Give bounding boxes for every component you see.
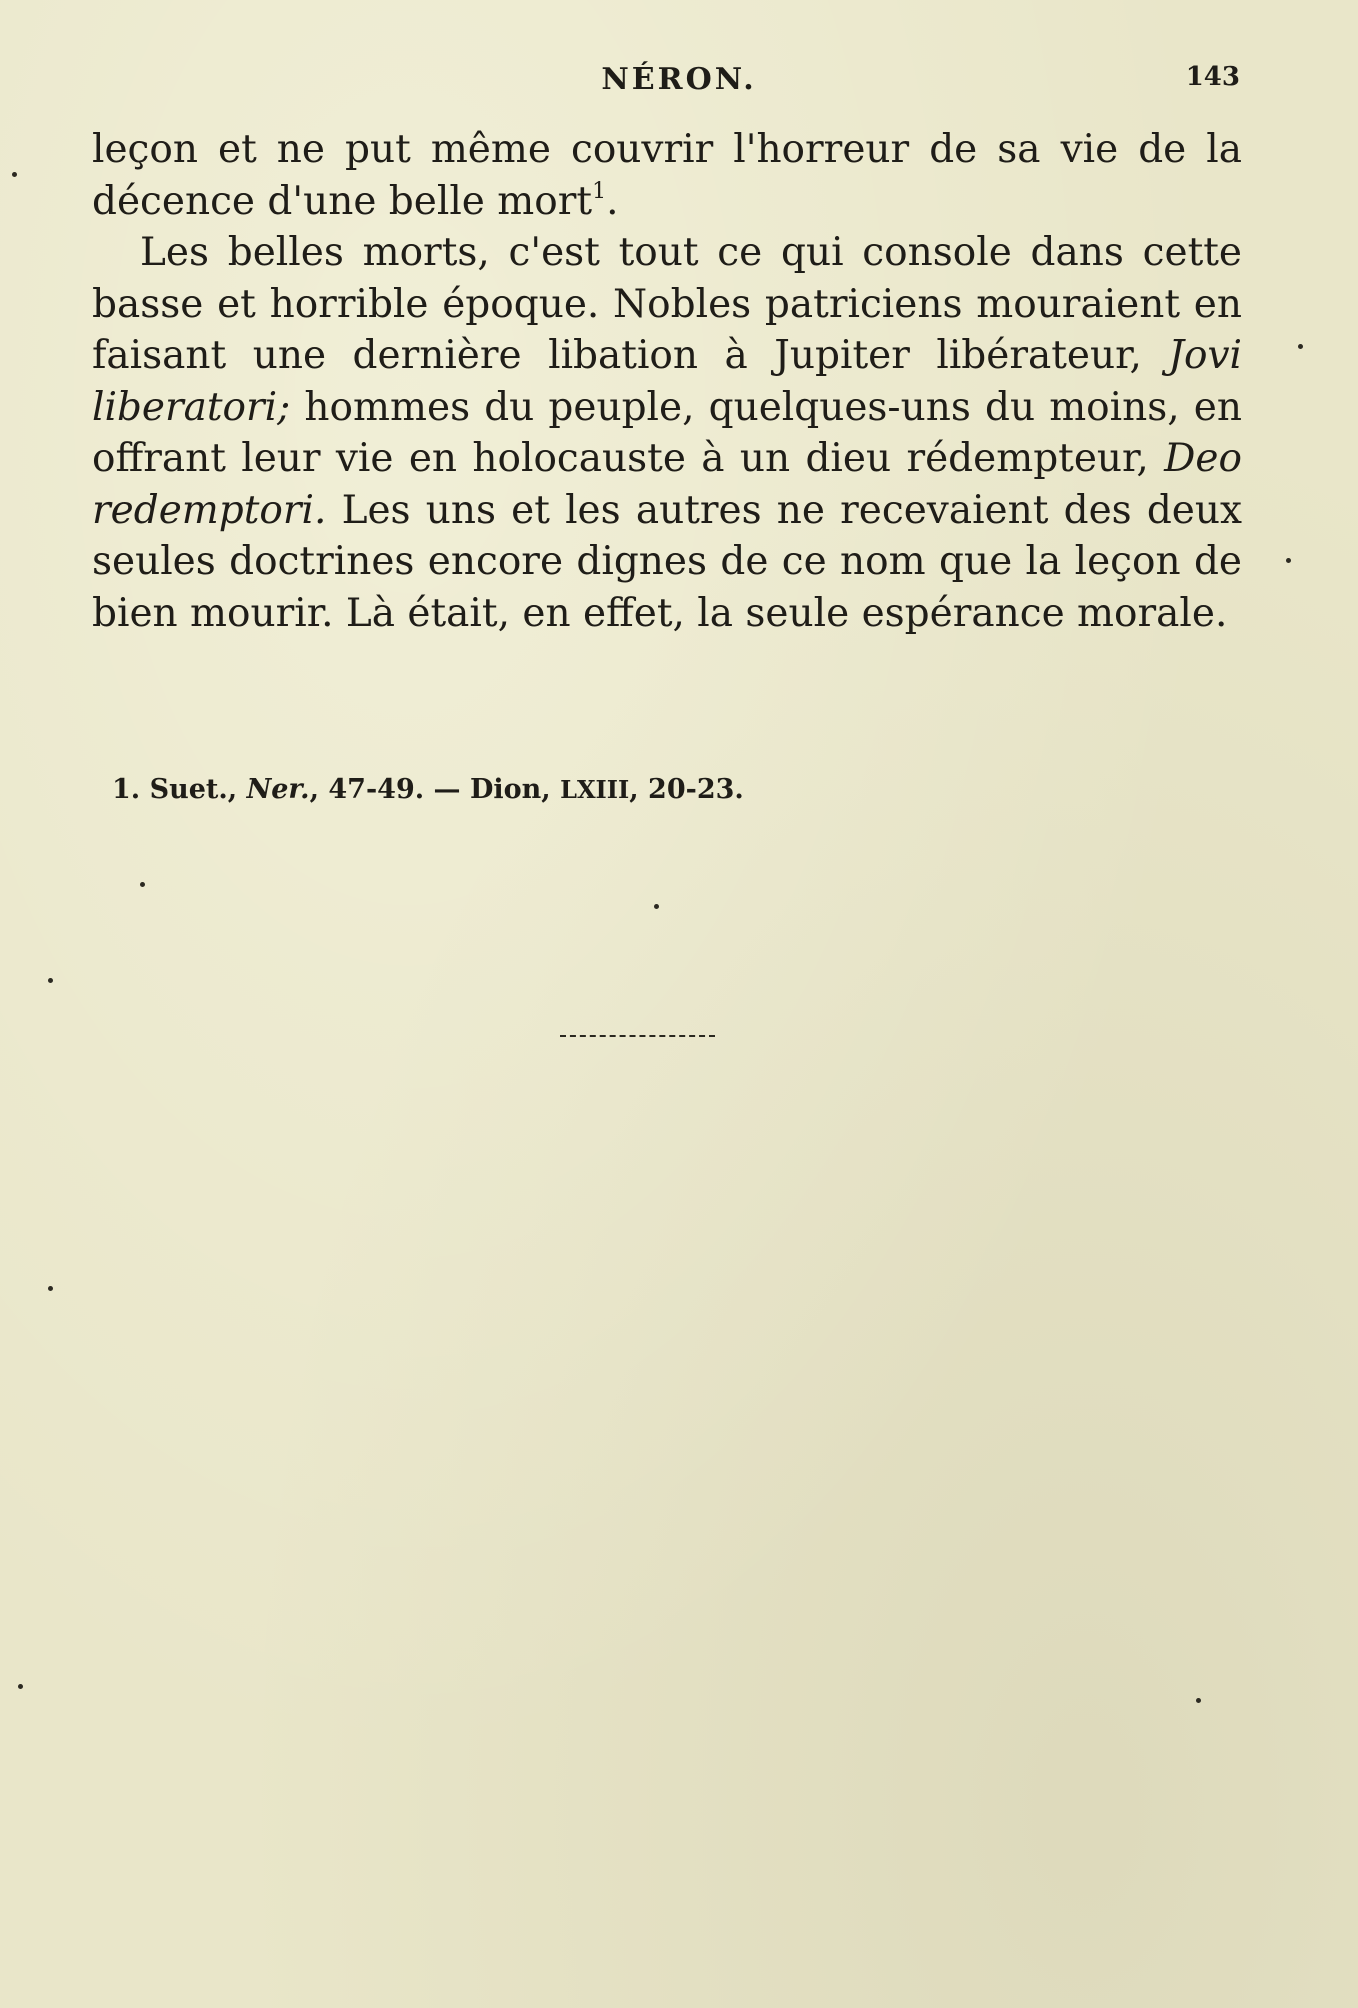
print-speck [18,1684,23,1689]
print-speck [12,172,17,177]
main-text [92,124,1242,639]
running-head [0,62,1358,102]
paragraph-1-text: leçon et ne put même couvrir l'horreur de sa vie de la décence d'une belle mort [92,127,1242,224]
footnote-text-a: Suet., [140,774,247,805]
paragraph-2 [92,227,1242,639]
print-speck [1298,344,1303,349]
running-title: NÉRON. [601,62,757,97]
print-speck [654,904,659,909]
footnote-text-c: , 20-23. [629,774,744,805]
end-rule [560,1035,715,1037]
footnote-book: LXIII [560,775,630,804]
print-speck [48,978,53,983]
paragraph-2-text-1: Les belles morts, c'est tout ce qui console dans cette basse et horrible époque. Nobles patriciens mouraient en faisant une dernière libation à Jupiter libérateur, [92,230,1242,378]
paragraph-1 [92,124,1242,227]
latin-phrase-deo: Deo redemptori. [92,436,1242,533]
latin-phrase-jovi: Jovi liberatori; [92,333,1242,430]
footnote-work: Ner. [246,774,310,805]
footnote-number: 1. [112,774,141,805]
footnote [112,774,1242,805]
page-number: 143 [1185,62,1240,92]
print-speck [140,882,145,887]
footnote-text-b: , 47-49. — Dion, [309,774,561,805]
print-speck [1196,1698,1201,1703]
print-speck [1286,558,1291,563]
footnote-reference: 1 [592,178,607,204]
paragraph-1-end: . [606,178,619,224]
paragraph-2-text-3: Les uns et les autres ne recevaient des deux seules doctrines encore dignes de ce nom que la leçon de bien mourir. Là était, en effet, la seule espérance morale. [92,487,1242,636]
print-speck [48,1286,53,1291]
paragraph-2-text-2: hommes du peuple, quelques-uns du moins, en offrant leur vie en holocauste à un dieu rédempteur, [92,384,1242,481]
